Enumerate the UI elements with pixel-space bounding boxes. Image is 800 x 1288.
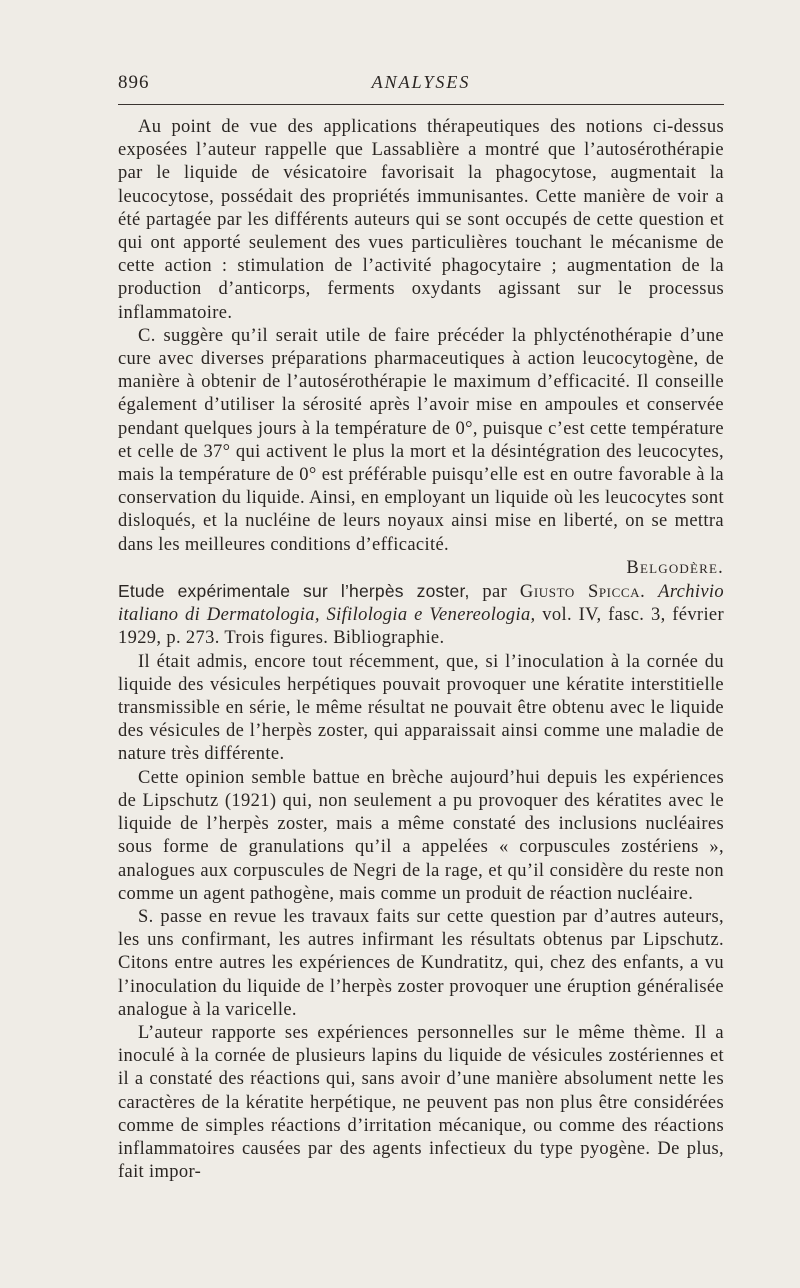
article-title: Etude expérimentale sur l’herpès zoster, (118, 581, 470, 602)
paragraph: S. passe en revue les travaux faits sur cette question par d’autres auteurs, les uns confirmant, les autres infirmant les résultats obtenus par Lipschutz. Citons entre autres les expériences de Kundratitz, qui, chez des enfants, a vu l’inoculation du liquide de l’herpès zoster provoquer une éruption généralisée analogue à la varicelle. (118, 906, 724, 1020)
page-header (118, 72, 724, 98)
page-number: 896 (118, 72, 150, 93)
paragraph: L’auteur rapporte ses expériences personnelles sur le même thème. Il a inoculé à la cornée de plusieurs lapins du liquide de vésicules zostériennes et il a constaté des réactions qui, sans avoir d’une manière absolument nette les caractères de la kératite herpétique, ne peuvent pas non plus être considérées comme de simples réactions d’irritation mécanique, ou comme des réactions inflammatoires causées par des agents infectieux du type pyogène. De plus, fait impor- (118, 1022, 724, 1183)
article-heading (118, 580, 724, 651)
author-signature: Belgodère. (626, 557, 724, 578)
paragraph: Il était admis, encore tout récemment, que, si l’inoculation à la cornée du liquide des vésicules herpétiques pouvait provoquer une kératite interstitielle transmissible en série, le même résultat ne pouvait être obtenu avec le liquide des vésicules de l’herpès zoster, qui apparaissait ainsi comme une maladie de nature très différente. (118, 651, 724, 765)
paragraph: Cette opinion semble battue en brèche aujourd’hui depuis les expériences de Lipschutz (1921) qui, non seulement a pu provoquer des kératites avec le liquide de l’herpès zoster, mais a même constaté des inclusions nucléaires sous forme de granulations qu’il a appelées « corpuscules zostériens », analogues aux corpuscules de Negri de la rage, et qu’il considère du reste non comme un agent pathogène, mais comme un produit de réaction nucléaire. (118, 767, 724, 904)
page-body (118, 116, 724, 1184)
article-journal: Archivio italiano di Dermatologia, Sifilologia e Venereologia, (118, 582, 724, 626)
header-rule (118, 104, 724, 105)
paragraph: C. suggère qu’il serait utile de faire précéder la phlycténothérapie d’une cure avec diverses préparations pharmaceutiques à action leucocytogène, de manière à obtenir de l’autosérothérapie le maximum d’efficacité. Il conseille également d’utiliser la sérosité après l’avoir mise en ampoules et conservée pendant quelques jours à la température de 0°, puisque c’est cette température et celle de 37° qui activent le plus la mort et la désintégration des leucocytes, mais la température de 0° est préférable puisqu’elle est en outre favorable à la conservation du liquide. Ainsi, en employant un liquide où les leucocytes sont disloqués, et la nucléine de leurs noyaux ainsi mise en liberté, on se mettra dans les meilleures conditions d’efficacité. (118, 325, 724, 555)
article-author: Giusto Spicca. (519, 582, 646, 603)
article-by: par (469, 582, 520, 603)
paragraph: Au point de vue des applications thérapeutiques des notions ci-dessus exposées l’auteur rappelle que Lassablière a montré que l’autosérothérapie par le liquide de vésicatoire favorisait la phagocytose, augmentait la leucocytose, possédait des propriétés immunisantes. Cette manière de voir a été partagée par les différents auteurs qui se sont occupés de cette question et qui ont apporté seulement des vues particulières touchant le mécanisme de cette action : stimulation de l’activité phagocytaire ; augmentation de la production d’anticorps, ferments oxydants agissant sur le processus inflammatoire. (118, 117, 724, 323)
running-title: ANALYSES (371, 72, 471, 92)
article-citation: vol. IV, fasc. 3, février 1929, p. 273. Trois figures. Bibliographie. (118, 605, 725, 649)
